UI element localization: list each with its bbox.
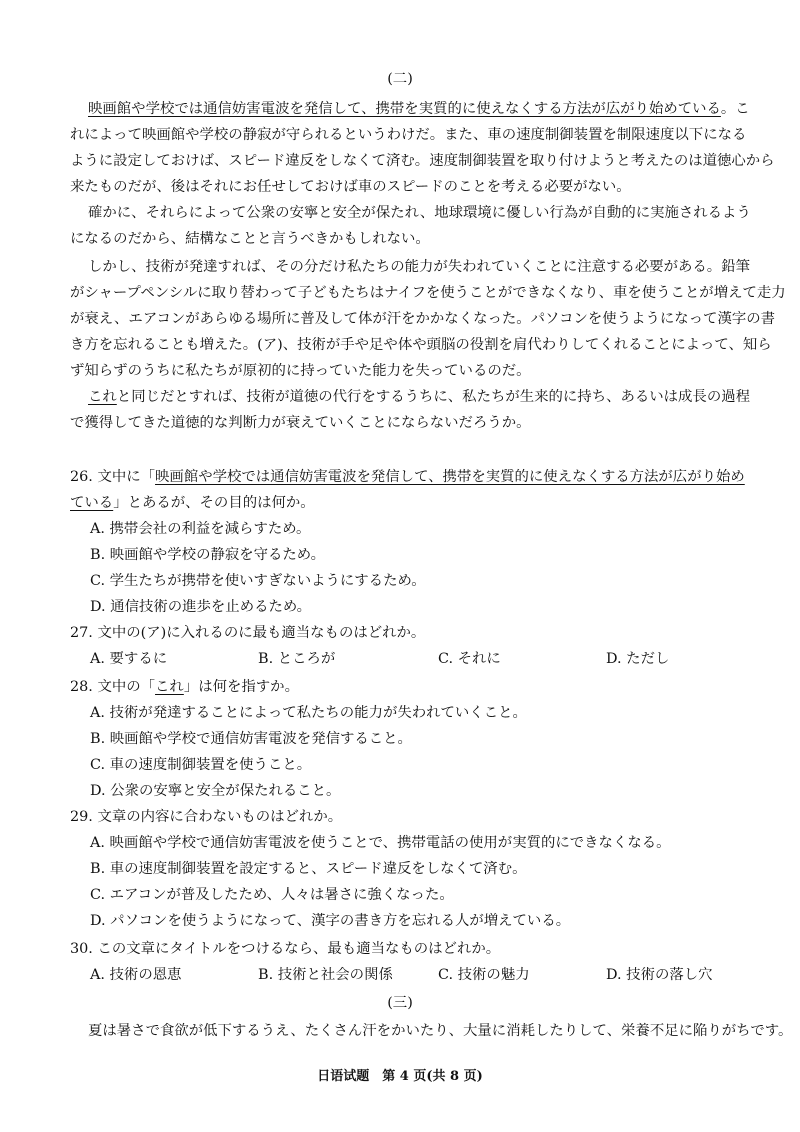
- passage-p3-line3: が衰え、エアコンがあらゆる場所に普及して体が汗をかかなくなった。パソコンを使うようになって漢字の書: [70, 311, 776, 327]
- q29-option-b: B. 車の速度制御装置を設定すると、スピード違反をしなくて済む。: [90, 861, 527, 877]
- section2-heading: (二): [387, 71, 413, 87]
- passage-p1-line3: ように設定しておけば、スピード違反をしなくて済む。速度制御装置を取り付けようと考えたのは道徳心から: [70, 153, 775, 169]
- underlined-kore: これ: [88, 389, 117, 405]
- q28-option-c: C. 車の速度制御装置を使うこと。: [90, 757, 312, 773]
- page-footer: 日语试题 第 4 页(共 8 页): [317, 1069, 483, 1084]
- q28-option-d: D. 公衆の安寧と安全が保たれること。: [90, 783, 341, 799]
- q29-option-d: D. パソコンを使うようになって、漢字の書き方を忘れる人が増えている。: [90, 913, 571, 929]
- q30-option-a: A. 技術の恩恵: [90, 967, 182, 983]
- passage-p3-line2: がシャープペンシルに取り替わって子どもたちはナイフを使うことができなくなり、車を使うことが増えて走力: [70, 285, 786, 301]
- passage-p2-line1: 確かに、それらによって公衆の安寧と安全が保たれ、地球環境に優しい行為が自動的に実施されるよう: [88, 205, 751, 221]
- q26-stem-line1: 26. 文中に「映画館や学校では通信妨害電波を発信して、携帯を実質的に使えなくする方法が広がり始め: [70, 469, 745, 485]
- q27-stem: 27. 文中の(ア)に入れるのに最も適当なものはどれか。: [70, 625, 426, 641]
- q29-option-c: C. エアコンが普及したため、人々は暑さに強くなった。: [90, 887, 454, 903]
- q30-option-c: C. 技術の魅力: [438, 967, 530, 983]
- passage-p3-line4: き方を忘れることも増えた。(ア)、技術が手や足や体や頭脳の役割を肩代わりしてくれることによって、知ら: [70, 337, 772, 353]
- q27-option-d: D. ただし: [606, 651, 670, 667]
- q28-option-a: A. 技術が発達することによって私たちの能力が失われていくこと。: [90, 705, 527, 721]
- q28-option-b: B. 映画館や学校で通信妨害電波を発信すること。: [90, 731, 412, 747]
- passage-p4-line1: これと同じだとすれば、技術が道徳の代行をするうちに、私たちが生来的に持ち、あるいは成長の過程: [88, 389, 750, 405]
- q26-stem-line2: ている」とあるが、その目的は何か。: [70, 495, 315, 511]
- q26-option-d: D. 通信技術の進歩を止めるため。: [90, 599, 312, 615]
- section3-line1: 夏は暑さで食欲が低下するうえ、たくさん汗をかいたり、大量に消耗したりして、栄養不足に陥りがちです。: [88, 1023, 793, 1039]
- q27-option-c: C. それに: [438, 651, 501, 667]
- underlined-phrase-1: 映画館や学校では通信妨害電波を発信して、携帯を実質的に使えなくする方法が広がり始めている: [88, 101, 721, 117]
- passage-p3-line1: しかし、技術が発達すれば、その分だけ私たちの能力が失われていくことに注意する必要がある。鉛筆: [88, 259, 750, 275]
- q28-stem: 28. 文中の「これ」は何を指すか。: [70, 679, 299, 695]
- passage-p4-line2: で獲得してきた道徳的な判断力が衰えていくことにならないだろうか。: [70, 415, 531, 431]
- q26-option-b: B. 映画館や学校の静寂を守るため。: [90, 547, 326, 563]
- q30-option-d: D. 技術の落し穴: [606, 967, 713, 983]
- q30-option-b: B. 技術と社会の関係: [258, 967, 393, 983]
- q27-option-b: B. ところが: [258, 651, 336, 667]
- passage-p1-line1: 映画館や学校では通信妨害電波を発信して、携帯を実質的に使えなくする方法が広がり始めている。こ: [88, 101, 750, 117]
- q26-option-a: A. 携帯会社の利益を減らすため。: [90, 521, 311, 537]
- q30-stem: 30. この文章にタイトルをつけるなら、最も適当なものはどれか。: [70, 941, 501, 957]
- q29-option-a: A. 映画館や学校で通信妨害電波を使うことで、携帯電話の使用が実質的にできなくなる。: [90, 835, 671, 851]
- q29-stem: 29. 文章の内容に合わないものはどれか。: [70, 809, 343, 825]
- q26-option-c: C. 学生たちが携帯を使いすぎないようにするため。: [90, 573, 426, 589]
- passage-p3-line5: ず知らずのうちに私たちが原初的に持っていた能力を失っているのだ。: [70, 363, 531, 379]
- passage-p1-line4: 来たものだが、後はそれにお任せしておけば車のスピードのことを考える必要がない。: [70, 179, 631, 195]
- q27-option-a: A. 要するに: [90, 651, 168, 667]
- section3-heading: (三): [387, 995, 413, 1011]
- passage-p2-line2: になるのだから、結構なことと言うべきかもしれない。: [70, 231, 430, 247]
- passage-p1-line2: れによって映画館や学校の静寂が守られるというわけだ。また、車の速度制御装置を制限速度以下になる: [70, 127, 747, 143]
